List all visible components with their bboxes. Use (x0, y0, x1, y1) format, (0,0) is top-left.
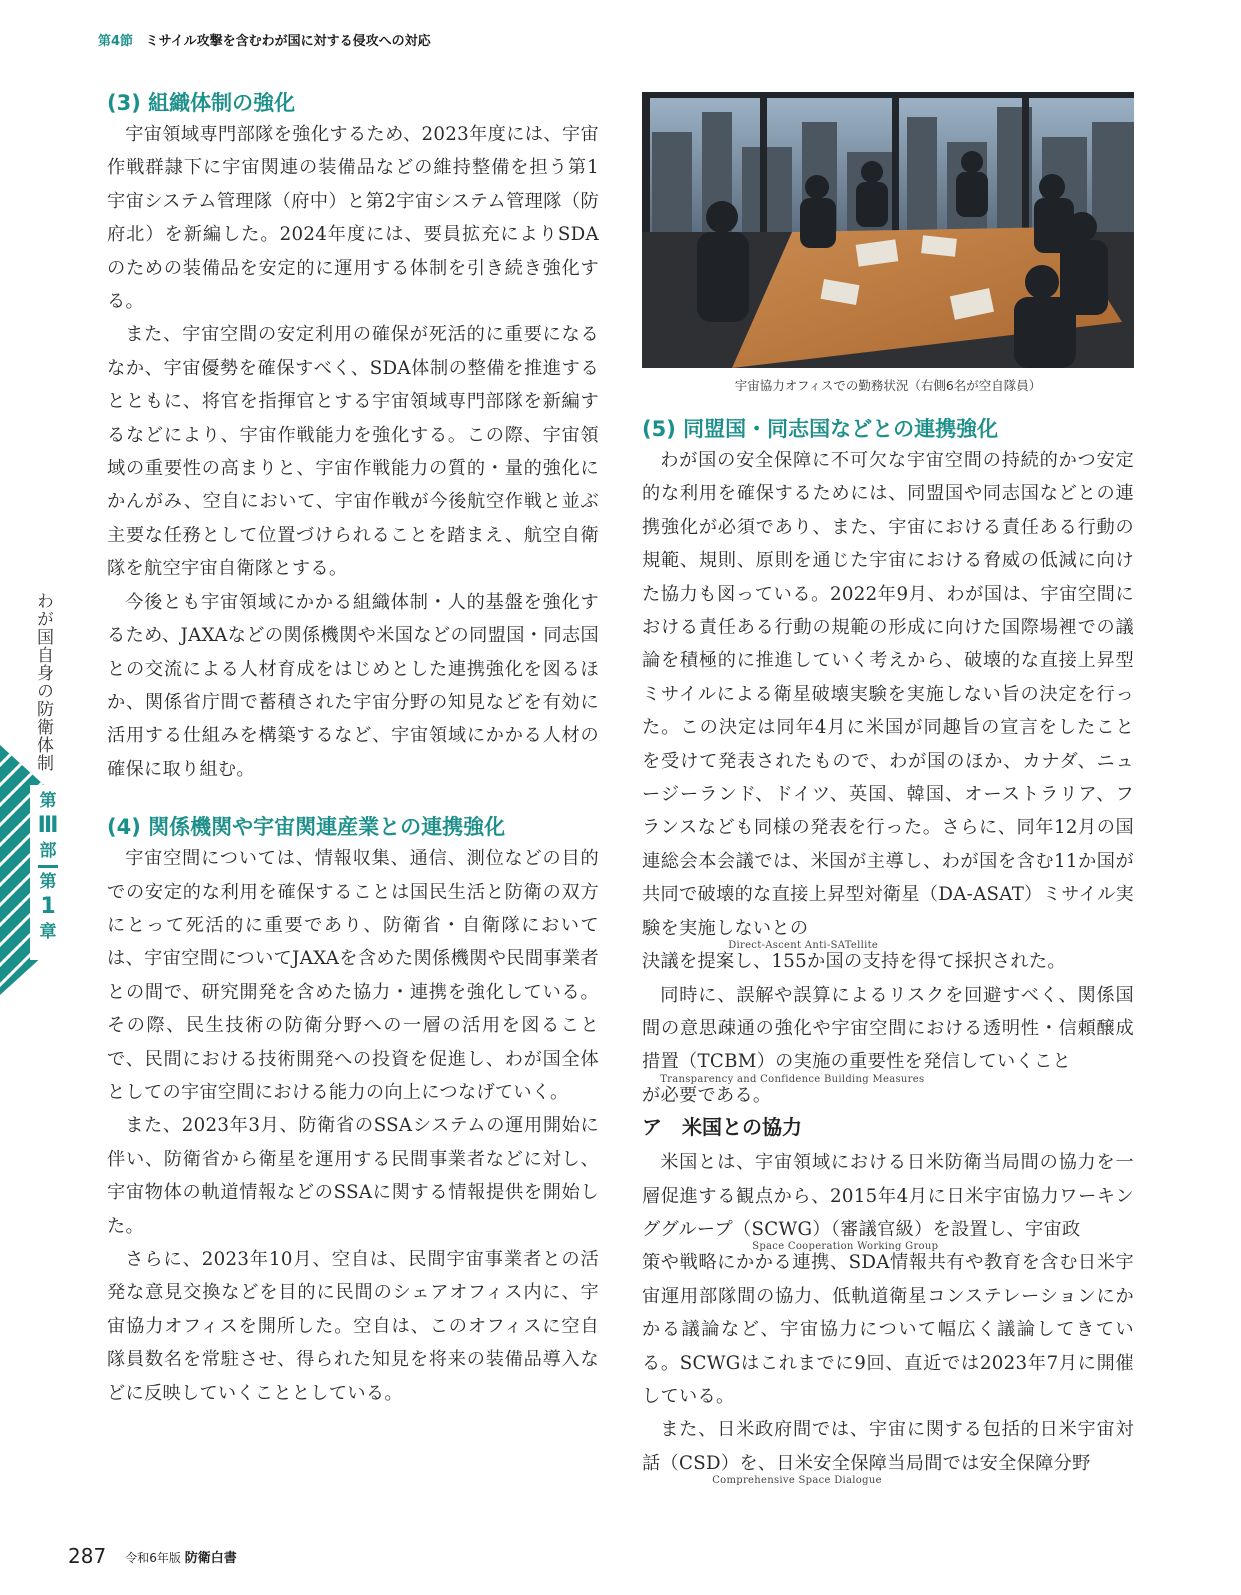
paragraph: また、宇宙空間の安定利用の確保が死活的に重要になるなか、宇宙優勢を確保すべく、SDA体制の整備を推進するとともに、将官を指揮官とする宇宙領域専門部隊を新編するなどにより、宇宙作戦能力を強化する。この際、宇宙領域の重要性の高まりと、宇宙作戦能力の質的・量的強化にかんがみ、空自において、宇宙作戦が今後航空作戦と並ぶ主要な任務として位置づけられることを踏まえ、航空自衛隊を航空宇宙自衛隊とする。 (107, 324, 599, 580)
ruby-csd: Comprehensive Space Dialogue (712, 1475, 882, 1487)
ruby-tcbm: Transparency and Confidence Building Measures (660, 1073, 925, 1085)
left-column (107, 88, 599, 1410)
paragraph: 宇宙空間については、情報収集、通信、測位などの目的での安定的な利用を確保することは国民生活と防衛の双方にとって死活的に重要であり、防衛省・自衛隊においては、宇宙空間についてJAXAを含めた関係機関や民間事業者との間で、研究開発を含めた協力・連携を強化している。その際、民生技術の防衛分野への一層の活用を図ることで、民間における技術開発への投資を促進し、わが国全体としての宇宙空間における能力の向上につなげていく。 (107, 848, 599, 1103)
heading-allied-cooperation: (5) 同盟国・同志国などとの連携強化 (642, 417, 999, 441)
page-number: 287 (68, 1544, 107, 1568)
part-label: 第 (39, 791, 57, 811)
chapter-label: 第 (39, 872, 57, 892)
chapter-number: 1 (40, 894, 56, 919)
paragraph: さらに、2023年10月、空自は、民間宇宙事業者との活発な意見交換などを目的に民間のシェアオフィス内に、宇宙協力オフィスを開所した。空自は、このオフィスに空自隊員数名を常駐させ、得られた知見を将来の装備品導入などに反映していくこととしている。 (107, 1249, 599, 1404)
publication-name (125, 1551, 236, 1565)
paragraph: また、2023年3月、防衛省のSSAシステムの運用開始に伴い、防衛省から衛星を運用する民間事業者などに対し、宇宙物体の軌道情報などのSSAに関する情報提供を開始した。 (107, 1115, 599, 1237)
ruby-scwg: Space Cooperation Working Group (752, 1241, 939, 1253)
paragraph: 今後とも宇宙領域にかかる組織体制・人的基盤を強化するため、JAXAなどの関係機関や米国などの同盟国・同志国との交流による人材育成をはじめとした連携強化を図るほか、関係省庁間で蓄積された宇宙分野の知見などを有効に活用する仕組みを構築するなど、宇宙領域にかかる人材の確保に取り組む。 (107, 591, 599, 780)
paragraph-text: 決議を提案し、155か国の支持を得て採択された。 (642, 951, 1066, 973)
part-chapter-index (35, 790, 61, 943)
heading-us-cooperation: ア 米国との協力 (642, 1115, 802, 1140)
part-title: わが国自身の防衛体制 (33, 592, 53, 772)
paragraph (642, 1413, 1134, 1486)
page-footer (68, 1544, 237, 1568)
photo-caption: 宇宙協力オフィスでの勤務状況（右側6名が空自隊員） (734, 378, 1042, 393)
part-label: 部 (39, 841, 57, 861)
running-head (98, 30, 431, 49)
paragraph-text: 同時に、誤解や誤算によるリスクを回避すべく、関係国間の意思疎通の強化や宇宙空間における透明性・信頼醸成措置（TCBM）の実施の重要性を発信していくこと (642, 984, 1134, 1073)
heading-organization: (3) 組織体制の強化 (107, 91, 296, 115)
heading-industry-cooperation: (4) 関係機関や宇宙関連産業との連携強化 (107, 815, 506, 840)
paragraph-text: 策や戦略にかかる連携、SDA情報共有や教育を含む日米宇宙運用部隊間の協力、低軌道衛星コンステレーションにかかる議論など、宇宙協力について幅広く議論してきている。SCWGはこれまでに9回、直近では2023年7月に開催している。 (642, 1252, 1134, 1407)
office-photo (642, 92, 1134, 368)
section-title: ミサイル攻撃を含むわが国に対する侵攻への対応 (145, 34, 431, 49)
paragraph-text: わが国の安全保障に不可欠な宇宙空間の持続的かつ安定的な利用を確保するためには、同盟国や同志国などとの連携強化が必須であり、また、宇宙における責任ある行動の規範、規則、原則を通じた宇宙における脅威の低減に向けた協力も図っている。2022年9月、わが国は、宇宙空間における責任ある行動の規範の形成に向けた国際場裡での議論を積極的に推進していく考えから、破壊的な直接上昇型ミサイルによる衛星破壊実験を実施しない旨の決定を行った。この決定は同年4月に米国が同趣旨の宣言をしたことを受けて発表されたもので、わが国のほか、カナダ、ニュージーランド、ドイツ、英国、韓国、オーストラリア、フランスなども同様の発表を行った。さらに、同年12月の国連総会本会議では、米国が主導し、わが国を含む11か国が共同で破壊的な直接上昇型対衛星（DA-ASAT）ミサイル実験を実施しないとの (642, 450, 1134, 939)
paragraph (642, 1146, 1134, 1413)
right-column (642, 92, 1134, 1487)
paragraph (642, 444, 1134, 979)
paragraph-text: 米国とは、宇宙領域における日米防衛当局間の協力を一層促進する観点から、2015年4月に日米宇宙協力ワーキンググループ（SCWG）（審議官級）を設置し、宇宙政 (642, 1152, 1134, 1240)
chapter-label: 章 (39, 922, 57, 942)
paragraph-text: が必要である。 (642, 1084, 772, 1106)
part-number: Ⅲ (37, 813, 59, 838)
section-number: 第4節 (98, 34, 134, 49)
paragraph-text: また、日米政府間では、宇宙に関する包括的日米宇宙対話（CSD）を、日米安全保障当局間では安全保障分野 (642, 1419, 1134, 1474)
meeting-room-photo-illustration (642, 92, 1134, 368)
publication-prefix: 令和6年版 (125, 1550, 181, 1565)
ruby-da-asat: Direct-Ascent Anti-SATellite (728, 940, 879, 952)
divider (38, 865, 58, 868)
publication-title: 防衛白書 (184, 1550, 237, 1566)
paragraph: 宇宙領域専門部隊を強化するため、2023年度には、宇宙作戦群隷下に宇宙関連の装備品などの維持整備を担う第1宇宙システム管理隊（府中）と第2宇宙システム管理隊（防府北）を新編した。2024年度には、要員拡充によりSDAのための装備品を安定的に運用する体制を引き続き強化する。 (107, 124, 599, 313)
paragraph (642, 979, 1134, 1113)
